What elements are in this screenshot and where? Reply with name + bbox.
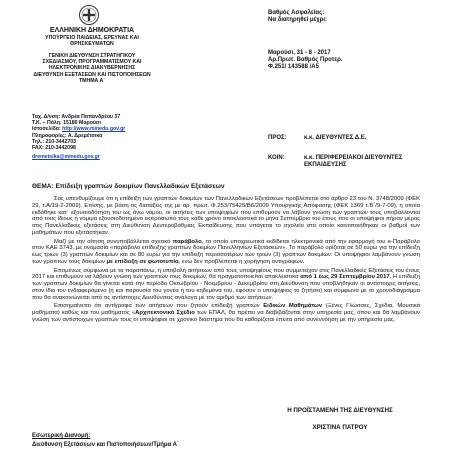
department-line-2: ΣΧΕΔΙΑΣΜΟΥ, ΠΡΟΓΡΑΜΜΑΤΙΣΜΟΥ ΚΑΙ bbox=[42, 59, 142, 66]
p3-text-a: Επομένως σύμφωνα με τα παραπάνω, η υποβολή αιτήσεων από τους υποψηφίους που συμμετείχαν στις Πανελλαδικές Εξετάσεις του έτους 2017 και επιθυμούν να λάβουν γνώση των γραπτών τους δοκιμίων, θα πραγματοποιείται αποκλειστικά bbox=[32, 267, 420, 281]
paragraph-4 bbox=[32, 303, 420, 323]
p4-text-a: Επισημαίνεται ότι αντίγραφα των αιτήσεων που ζητούν επίδειξη γραπτών bbox=[54, 303, 264, 310]
department-line-3: ΗΛΕΚΤΡΟΝΙΚΗΣ ΔΙΑΚΥΒΕΡΝΗΣΗΣ bbox=[48, 65, 136, 72]
cc-label: ΚΟΙΝ: bbox=[268, 155, 285, 161]
greek-emblem-icon bbox=[78, 4, 100, 26]
p2-text-e: , ενώ δεν προβλέπεται η χορήγηση αντιγράφων. bbox=[178, 258, 305, 265]
date-protocol-block bbox=[268, 50, 448, 71]
email-link[interactable]: dremetsika@minedu.gov.gr bbox=[32, 154, 100, 161]
security-level: Βαθμός Ασφαλείας: bbox=[268, 10, 325, 16]
website-link[interactable]: http://www.minedu.gov.gr bbox=[62, 126, 126, 133]
distribution-label: Εσωτερική Διανομή: bbox=[32, 433, 91, 439]
distribution-value: Διεύθυνση Εξετάσεων και Πιστοποιήσεων/Τμήμα Α΄ bbox=[32, 442, 179, 448]
p3-text-c: . Η επίδειξη των γραπτών δοκιμίων θα γίνεται κατά την περίοδο Οκτωβρίου - Νοεμβρίου - Δεκεμβρίου στη Διεύθυνση που υποβλήθηκαν οι αντίστοιχες αιτήσεις, στον ίδιο τον ενδιαφερόμενο (ή και παρουσία του γονέα ή του κηδεμόνα του, εφόσον ο υποψήφιος το ζητήσει) και σύμφωνα με το χρονοδιάγραμμα που θα ανακοινώνεται από τις αντίστοιχες Διευθύνσεις ανάλογα με τον αριθμό των αιτήσεων. bbox=[32, 274, 420, 301]
cc-value bbox=[304, 155, 444, 169]
paragraph-1: Σας υπενθυμίζουμε ότι η επίδειξη των γραπτών δοκιμίων των Πανελλαδικών Εξετάσεων προβλέπεται στο άρθρο 23 του Ν. 3748/2009 (ΦΕΚ 29, τ.Α/19-2-2009). Επίσης, με βάση τις διατάξεις της με αρ. πρωτ. Φ.253/75425/Β6/2009 Υπουργικής Απόφασης (ΦΕΚ 1369 τ.Β΄/9-7-09), η οποία εκδόθηκε κατ΄ εξουσιοδότηση του ως άνω νόμου, οι αιτήσεις των υποψηφίων που επιθυμούν να λάβουν γνώση των γραπτών τους υποβάλλονται από τους ίδιους ή νόμιμα εξουσιοδοτημένο εκπρόσωπό τους κάθε χρόνο αποκλειστικά το μήνα Σεπτέμβριο του έτους που οι υποψήφιοι πήραν μέρος στις Πανελλαδικές εξετάσεις στη Διεύθυνση Δευτεροβάθμιας Εκπαίδευσης που υπάγεται το σχολείο στο οποίο κοινοποιήθηκαν οι βαθμοί των μαθημάτων που εξετάστηκαν. bbox=[32, 196, 420, 236]
cc-value-line-2: ΕΚΠΑΙΔΕΥΣΗΣ bbox=[304, 162, 347, 168]
issuer-header bbox=[12, 27, 172, 84]
signatory-name: ΧΡΙΣΤΙΝΑ ΠΑΤΡΟΥ bbox=[312, 424, 368, 431]
postal-line: Τ.Κ. – Πόλη: 15180 Μαρούσι bbox=[32, 120, 101, 127]
p4-text-e: των ΕΠΑΛ, θα πρέπει να διαβιβάζονται στην υπηρεσία μας, όπου και θα λαμβάνουν γνώση των αντίστοιχων γραπτών τους οι υποψήφιοι σε χρονικό διάστημα που θα καθορίζεται έπειτα από συνεννόηση με την υπηρεσία μας. bbox=[32, 310, 421, 323]
protocol-label: Αρ.Πρωτ. Βαθμός Προτερ. bbox=[268, 57, 343, 63]
p2-text-c: , το οποίο υποχρεωτικά εκδίδεται ηλεκτρονικά από την εφαρμογή του e-Παράβολο στον ΚΑΕ 3743, με ονομασία «παράβολο επίδειξης γραπτών δοκιμίων Πανελληνίων Εξετάσεων». Το παράβολο ορίζεται σε 50 ευρώ για την επίδειξη έως τριών (3) γραπτών δοκιμίων και σε 80 ευρώ για την επίδειξη περισσοτέρων των τριών (3) γραπτών δοκιμίων. Οι υποψήφιοι λαμβάνουν γνώση των γραπτών τους δοκιμίων bbox=[32, 238, 420, 265]
department-line-5: ΤΜΗΜΑ Α΄ bbox=[78, 77, 106, 84]
fax-line: FAX: 210-3442098 bbox=[32, 145, 76, 152]
to-label: ΠΡΟΣ: bbox=[268, 135, 287, 141]
website-label: Ιστοσελίδα: bbox=[32, 126, 63, 133]
subject-line: ΘΕΜΑ: Επίδειξη γραπτών δοκιμίων Πανελλαδικών Εξετάσεων bbox=[32, 183, 225, 190]
letter-body bbox=[32, 196, 420, 324]
department-line-4: ΔΙΕΥΘΥΝΣΗ ΕΞΕΤΑΣΕΩΝ ΚΑΙ ΠΙΣΤΟΠΟΙΗΣΕΩΝ bbox=[33, 71, 151, 78]
republic-title: ΕΛΛΗΝΙΚΗ ΔΗΜΟΚΡΑΤΙΑ bbox=[49, 27, 135, 34]
p2-text-a: Μαζί με την αίτηση συνυποβάλλεται σχετικό bbox=[54, 238, 173, 245]
contact-block bbox=[32, 114, 202, 160]
protocol-number: Φ.251/ 143588 /Α5 bbox=[268, 64, 319, 70]
to-value: κ.κ. ΔΙΕΥΘΥΝΤΕΣ Δ.Ε. bbox=[304, 135, 367, 141]
cc-value-line-1: κ.κ. ΠΕΡΙΦΕΡΕΙΑΚΟΙ ΔΙΕΥΘΥΝΤΕΣ bbox=[304, 155, 403, 161]
ministry-line-1: ΥΠΟΥΡΓΕΙΟ ΠΑΙΔΕΙΑΣ, ΕΡΕΥΝΑΣ ΚΑΙ bbox=[45, 34, 139, 41]
p3-deadline: από 1 έως 29 Σεπτεμβρίου 2017 bbox=[300, 274, 390, 281]
phone-line: Τηλ.: 210-3442703 bbox=[32, 138, 77, 145]
place-date: Μαρούσι, 31 - 8 - 2017 bbox=[268, 50, 331, 56]
classification-block bbox=[268, 10, 448, 24]
p4-text-c: (Ξένες Γλώσσες, Σχέδια, Μουσικά μαθήματα) καθώς και του μαθήματος « bbox=[32, 303, 420, 316]
department-line-1: ΓΕΝΙΚΗ ΔΙΕΥΘΥΝΣΗ ΣΤΡΑΤΗΓΙΚΟΥ bbox=[48, 52, 136, 59]
p2-photocopy-term: με επίδειξη σε φωτοτυπία bbox=[106, 258, 179, 265]
p4-special-subjects: Ειδικών Μαθημάτων bbox=[263, 303, 323, 310]
paragraph-2 bbox=[32, 239, 420, 266]
signatory-role: Η ΠΡΟΪΣΤΑΜΕΝΗ ΤΗΣ ΔΙΕΥΘΥΝΣΗΣ bbox=[287, 407, 393, 414]
address-line: Ταχ. Δ/νση: Ανδρέα Παπανδρέου 37 bbox=[32, 114, 121, 120]
p4-architectural-drawing: Αρχιτεκτονικό Σχέδιο bbox=[135, 310, 195, 316]
paragraph-3 bbox=[32, 268, 420, 302]
ministry-line-2: ΘΡΗΣΚΕΥΜΑΤΩΝ bbox=[70, 40, 114, 47]
info-line: Πληροφορίες: Α. Δρεμέτσικα bbox=[32, 132, 103, 139]
retention-period: Να διατηρηθεί μέχρι: bbox=[268, 17, 328, 23]
p2-fee-term: παράβολο bbox=[172, 238, 202, 245]
